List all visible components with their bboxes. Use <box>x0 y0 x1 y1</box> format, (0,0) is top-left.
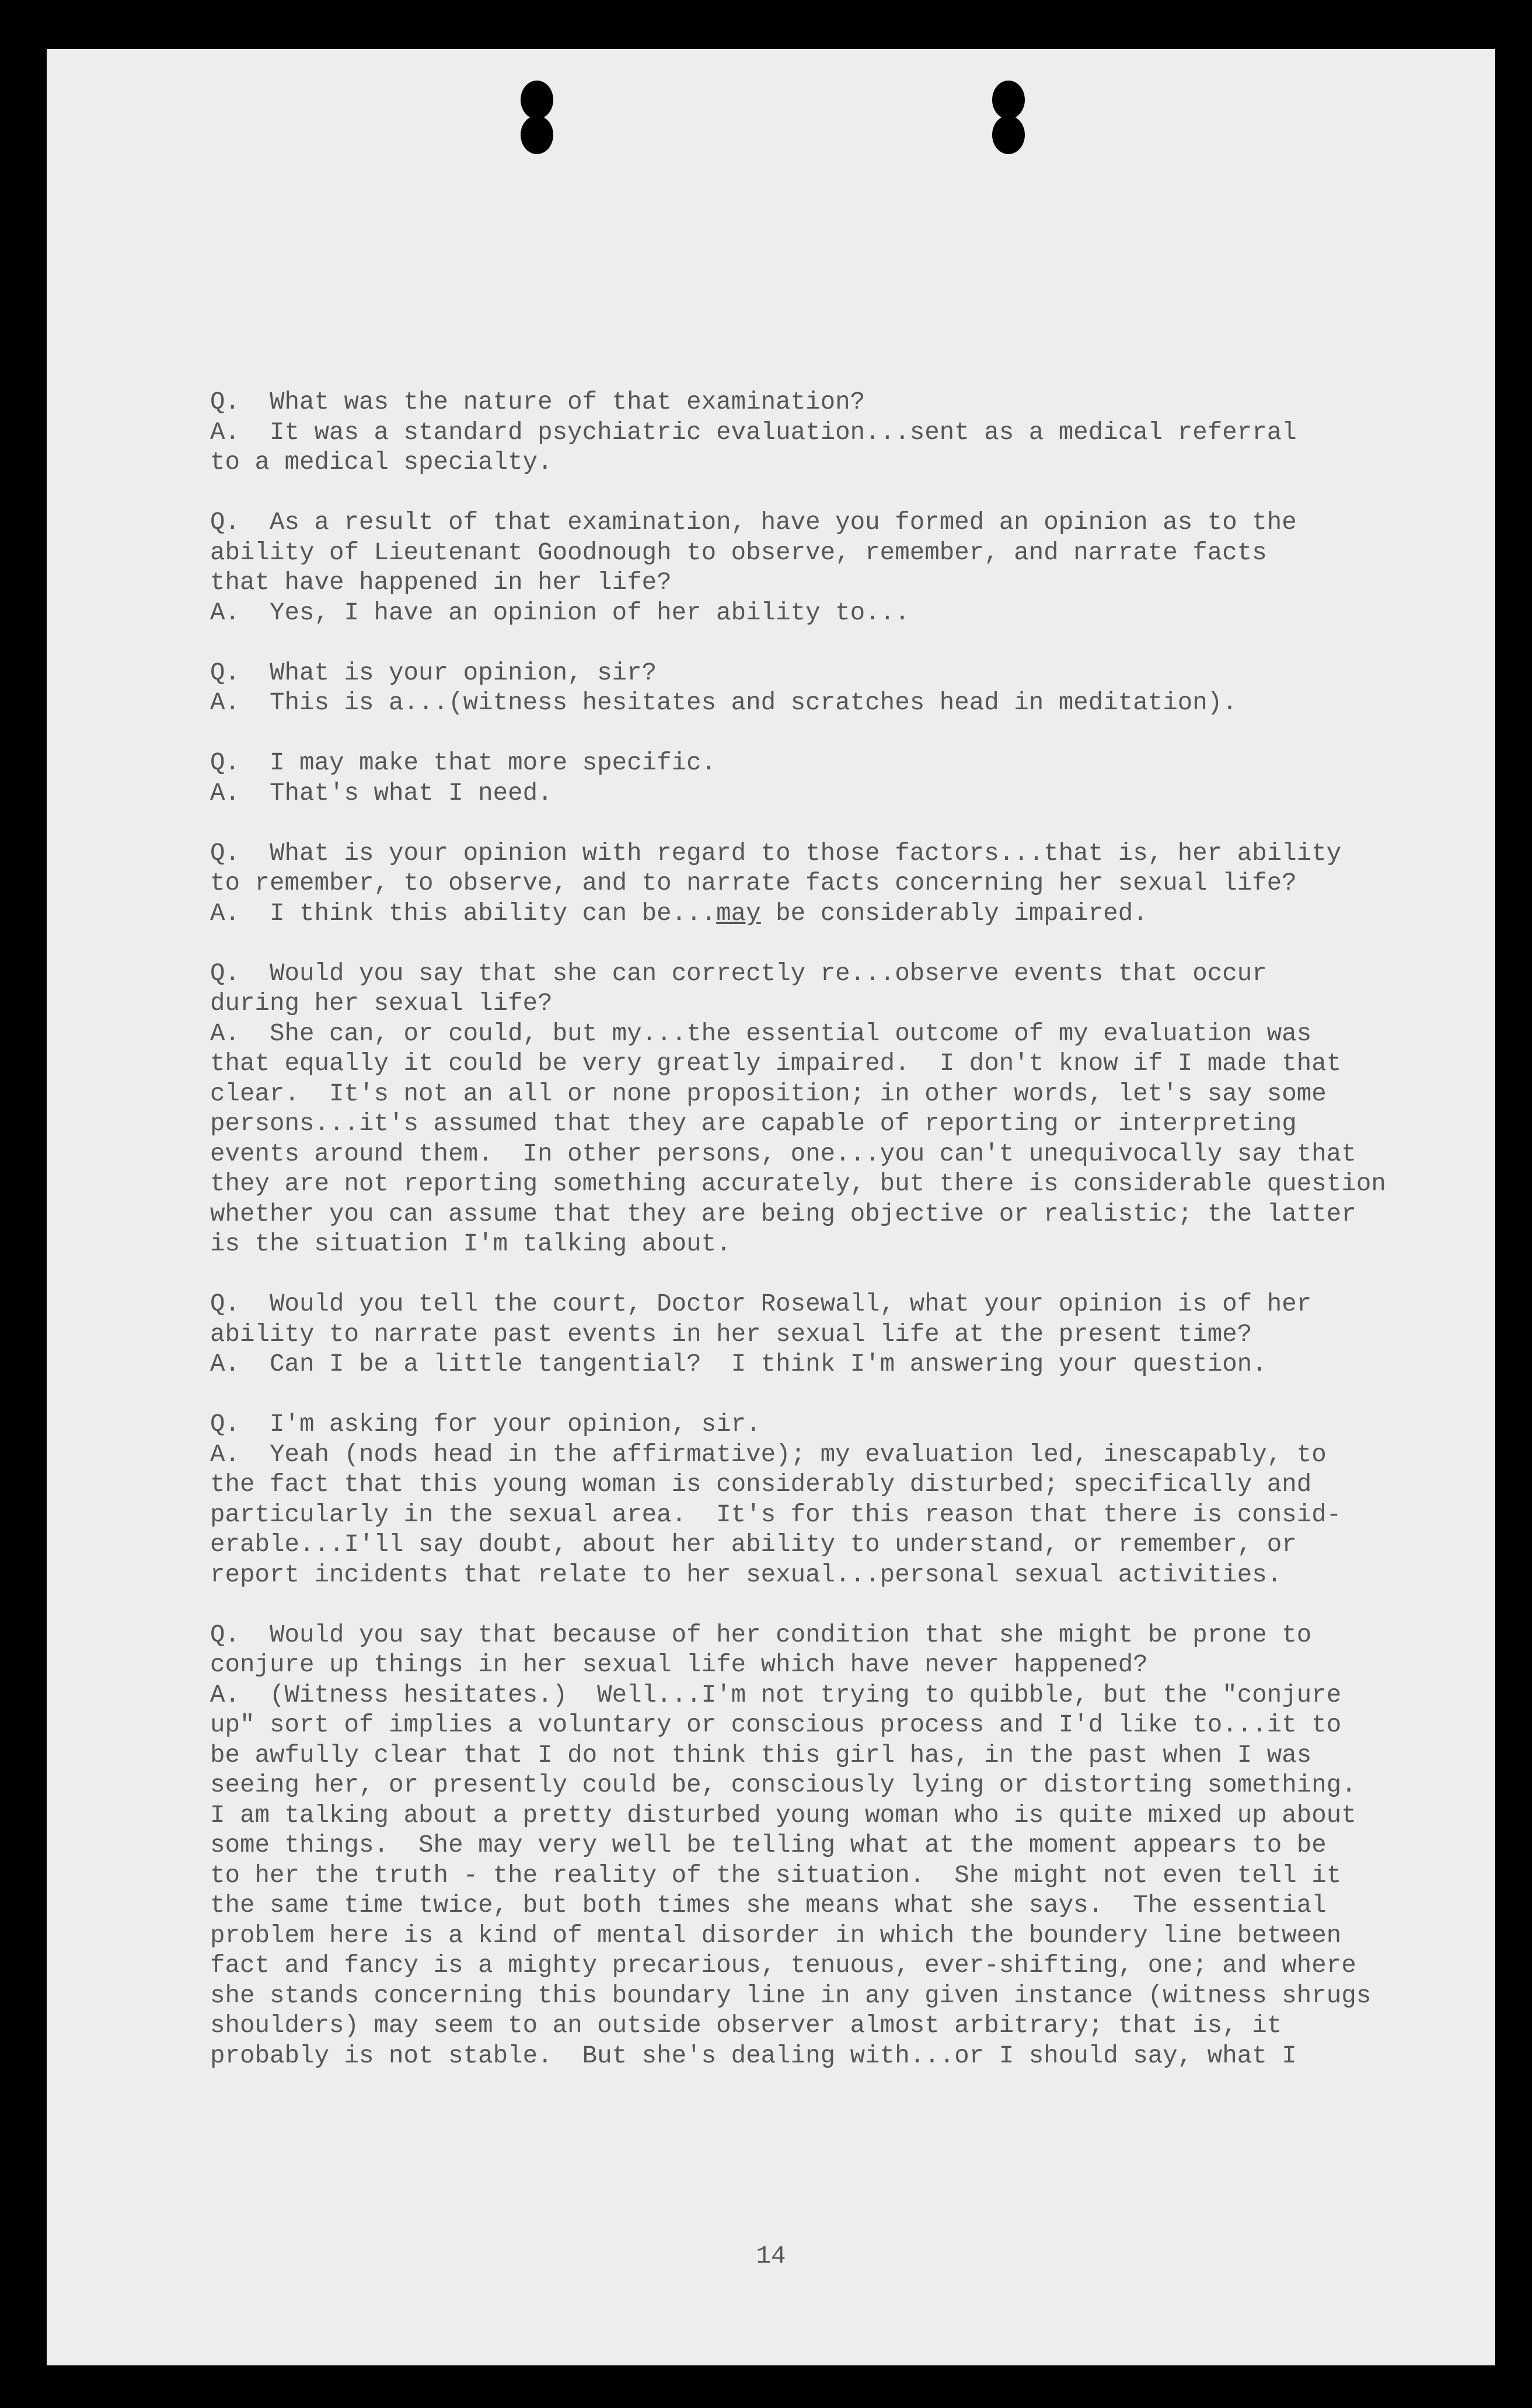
transcript-line: to remember, to observe, and to narrate facts concerning her sexual life? <box>210 869 1297 897</box>
transcript-line: Q. Would you say that because of her condition that she might be prone to <box>210 1621 1312 1649</box>
transcript-line: to her the truth - the reality of the situation. She might not even tell it <box>210 1861 1342 1890</box>
transcript-line: they are not reporting something accurately, but there is considerable question <box>210 1170 1386 1198</box>
transcript-line: Q. I'm asking for your opinion, sir. <box>210 1410 761 1438</box>
transcript-line: particularly in the sexual area. It's for this reason that there is consid- <box>210 1500 1342 1529</box>
transcript-line: A. I think this ability can be...may be considerably impaired. <box>210 899 1148 928</box>
transcript-line: I am talking about a pretty disturbed young woman who is quite mixed up about <box>210 1801 1356 1829</box>
transcript-line: ability to narrate past events in her sexual life at the present time? <box>210 1320 1252 1348</box>
underlined-word: may <box>716 899 761 928</box>
transcript-paragraph <box>210 388 1447 478</box>
transcript-line: fact and fancy is a mighty precarious, tenuous, ever-shifting, one; and where <box>210 1952 1356 1980</box>
transcript-line: A. Yes, I have an opinion of her ability to... <box>210 598 910 627</box>
transcript-line: up" sort of implies a voluntary or conscious process and I'd like to...it to <box>210 1711 1342 1739</box>
transcript-line: that equally it could be very greatly impaired. I don't know if I made that <box>210 1050 1342 1078</box>
transcript-line: probably is not stable. But she's dealing with...or I should say, what I <box>210 2041 1297 2070</box>
document-page <box>47 49 1495 2365</box>
transcript-line: to a medical specialty. <box>210 448 553 476</box>
page-number: 14 <box>756 2242 786 2270</box>
transcript-paragraph <box>210 508 1447 628</box>
transcript-line: Q. What was the nature of that examination? <box>210 388 866 416</box>
transcript-line: erable...I'll say doubt, about her ability to understand, or remember, or <box>210 1531 1297 1559</box>
transcript-line: conjure up things in her sexual life which have never happened? <box>210 1651 1148 1679</box>
transcript-line: Q. What is your opinion, sir? <box>210 658 657 687</box>
transcript-line: ability of Lieutenant Goodnough to observe, remember, and narrate facts <box>210 538 1267 567</box>
transcript-paragraph <box>210 1290 1447 1380</box>
transcript-line: clear. It's not an all or none proposition; in other words, let's say some <box>210 1079 1327 1108</box>
transcript-line: A. (Witness hesitates.) Well...I'm not trying to quibble, but the "conjure <box>210 1681 1342 1709</box>
transcript-line: report incidents that relate to her sexual...personal sexual activities. <box>210 1560 1282 1589</box>
transcript-line: A. Can I be a little tangential? I think I'm answering your question. <box>210 1350 1267 1378</box>
transcript-line: Q. As a result of that examination, have you formed an opinion as to the <box>210 508 1297 536</box>
transcript-line: problem here is a kind of mental disorder in which the boundery line between <box>210 1921 1342 1950</box>
transcript-line: A. She can, or could, but my...the essential outcome of my evaluation was <box>210 1019 1312 1048</box>
transcript-line: be awfully clear that I do not think this girl has, in the past when I was <box>210 1741 1312 1769</box>
transcript-line: during her sexual life? <box>210 989 553 1017</box>
punch-hole-left <box>521 81 553 154</box>
transcript-line: persons...it's assumed that they are capable of reporting or interpreting <box>210 1110 1297 1138</box>
transcript-paragraph <box>210 959 1447 1260</box>
transcript-paragraph <box>210 839 1447 929</box>
transcript-line: events around them. In other persons, one...you can't unequivocally say that <box>210 1139 1356 1168</box>
transcript-line: is the situation I'm talking about. <box>210 1230 731 1258</box>
transcript-line: she stands concerning this boundary line in any given instance (witness shrugs <box>210 1981 1372 2010</box>
punch-hole-right <box>992 81 1025 154</box>
transcript-paragraph <box>210 1621 1447 2072</box>
transcript-line: A. It was a standard psychiatric evaluation...sent as a medical referral <box>210 418 1297 447</box>
transcript-paragraph <box>210 748 1447 809</box>
transcript-line: A. This is a...(witness hesitates and scratches head in meditation). <box>210 689 1237 717</box>
transcript-line: shoulders) may seem to an outside observer almost arbitrary; that is, it <box>210 2012 1282 2040</box>
transcript-line: A. That's what I need. <box>210 779 553 807</box>
transcript-body <box>210 388 1447 2102</box>
transcript-paragraph <box>210 658 1447 719</box>
transcript-line: the fact that this young woman is considerably disturbed; specifically and <box>210 1470 1312 1499</box>
transcript-paragraph <box>210 1410 1447 1590</box>
transcript-line: that have happened in her life? <box>210 569 672 597</box>
transcript-line: some things. She may very well be telling what at the moment appears to be <box>210 1831 1327 1859</box>
transcript-line: Q. What is your opinion with regard to those factors...that is, her ability <box>210 839 1342 867</box>
transcript-line: Q. Would you say that she can correctly re...observe events that occur <box>210 959 1267 988</box>
transcript-line: Q. I may make that more specific. <box>210 749 717 777</box>
transcript-line: whether you can assume that they are being objective or realistic; the latter <box>210 1200 1356 1228</box>
transcript-line: Q. Would you tell the court, Doctor Rosewall, what your opinion is of her <box>210 1290 1312 1318</box>
transcript-line: seeing her, or presently could be, consciously lying or distorting something. <box>210 1771 1356 1799</box>
transcript-line: A. Yeah (nods head in the affirmative); my evaluation led, inescapably, to <box>210 1440 1327 1469</box>
transcript-line: the same time twice, but both times she means what she says. The essential <box>210 1891 1327 1919</box>
